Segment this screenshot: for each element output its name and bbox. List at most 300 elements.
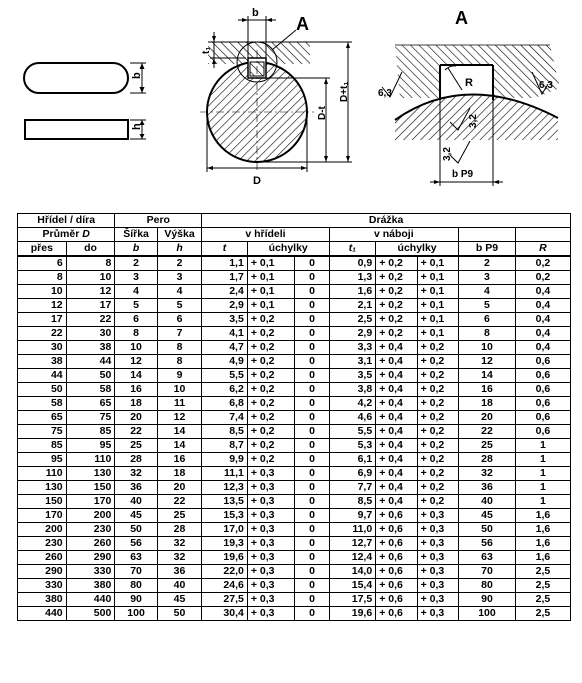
cell-t-zero: 0 — [295, 397, 329, 411]
cell-bp9: 18 — [459, 397, 516, 411]
cell-h: 8 — [157, 341, 202, 355]
cell-r: 0,6 — [515, 355, 570, 369]
table-row — [18, 411, 571, 425]
cell-t: 15,3 — [202, 509, 248, 523]
cell-b: 3 — [115, 271, 157, 285]
cell-h: 32 — [157, 537, 202, 551]
cell-h: 40 — [157, 579, 202, 593]
cell-h: 10 — [157, 383, 202, 397]
cell-t-zero: 0 — [295, 593, 329, 607]
cell-pres: 6 — [18, 256, 67, 271]
cell-t: 2,4 — [202, 285, 248, 299]
cell-h: 5 — [157, 299, 202, 313]
cell-t: 4,7 — [202, 341, 248, 355]
cell-b: 90 — [115, 593, 157, 607]
cell-t1-tol-lower: + 0,2 — [417, 383, 458, 397]
cell-t: 8,7 — [202, 439, 248, 453]
cell-t1-tol-upper: + 0,4 — [376, 425, 417, 439]
detail-a-view — [378, 8, 560, 186]
cell-t1-tol-upper: + 0,4 — [376, 341, 417, 355]
cell-pres: 440 — [18, 607, 67, 621]
table-row — [18, 439, 571, 453]
section-d-plus-t1-label: D+t₁ — [339, 81, 350, 102]
cell-t1-tol-upper: + 0,4 — [376, 467, 417, 481]
cell-t: 13,5 — [202, 495, 248, 509]
cell-pres: 200 — [18, 523, 67, 537]
cell-t1-tol-lower: + 0,2 — [417, 425, 458, 439]
cell-t: 12,3 — [202, 481, 248, 495]
detail-rough-side-b: 3,2 — [442, 147, 453, 161]
cell-t-tol: + 0,1 — [247, 271, 295, 285]
cell-t1: 6,1 — [329, 453, 376, 467]
cell-t-zero: 0 — [295, 537, 329, 551]
table-row — [18, 467, 571, 481]
cell-t1-tol-lower: + 0,3 — [417, 593, 458, 607]
header-v-hrideli: v hřídeli — [202, 228, 329, 242]
cell-t1-tol-upper: + 0,6 — [376, 551, 417, 565]
cell-do: 10 — [66, 271, 115, 285]
cell-pres: 330 — [18, 579, 67, 593]
cell-r: 1 — [515, 453, 570, 467]
cell-b: 14 — [115, 369, 157, 383]
cell-t-tol: + 0,2 — [247, 327, 295, 341]
cell-h: 7 — [157, 327, 202, 341]
cell-t1-tol-lower: + 0,2 — [417, 453, 458, 467]
cell-t1-tol-lower: + 0,2 — [417, 467, 458, 481]
cell-t-zero: 0 — [295, 579, 329, 593]
cell-h: 8 — [157, 355, 202, 369]
cell-b: 70 — [115, 565, 157, 579]
cell-b: 32 — [115, 467, 157, 481]
cell-t-tol: + 0,3 — [247, 607, 295, 621]
cell-t1-tol-lower: + 0,3 — [417, 523, 458, 537]
header-uchylky-naboj: úchylky — [376, 242, 459, 257]
cell-t: 2,9 — [202, 299, 248, 313]
header-b: b — [115, 242, 157, 257]
key-top-view — [24, 63, 146, 93]
cell-t-tol: + 0,3 — [247, 579, 295, 593]
cell-b: 5 — [115, 299, 157, 313]
cell-b: 10 — [115, 341, 157, 355]
cell-t1-tol-upper: + 0,4 — [376, 369, 417, 383]
cell-bp9: 5 — [459, 299, 516, 313]
cell-do: 170 — [66, 495, 115, 509]
cell-bp9: 10 — [459, 341, 516, 355]
cell-t: 3,5 — [202, 313, 248, 327]
cell-t-zero: 0 — [295, 256, 329, 271]
cell-b: 80 — [115, 579, 157, 593]
table-row — [18, 285, 571, 299]
cell-t: 19,3 — [202, 537, 248, 551]
cell-t-tol: + 0,3 — [247, 481, 295, 495]
cell-b: 8 — [115, 327, 157, 341]
cell-t-tol: + 0,3 — [247, 537, 295, 551]
cell-t: 24,6 — [202, 579, 248, 593]
cell-h: 25 — [157, 509, 202, 523]
cell-pres: 44 — [18, 369, 67, 383]
cell-r: 2,5 — [515, 565, 570, 579]
cell-t1-tol-upper: + 0,4 — [376, 481, 417, 495]
header-row-1 — [18, 214, 571, 228]
header-sirka: Šířka — [115, 228, 157, 242]
cell-t-tol: + 0,2 — [247, 355, 295, 369]
cell-t1-tol-upper: + 0,6 — [376, 565, 417, 579]
cell-pres: 12 — [18, 299, 67, 313]
cell-b: 63 — [115, 551, 157, 565]
cell-do: 50 — [66, 369, 115, 383]
detail-rough-right: 6,3 — [539, 80, 553, 91]
cell-t1-tol-upper: + 0,4 — [376, 355, 417, 369]
cell-h: 45 — [157, 593, 202, 607]
cell-bp9: 22 — [459, 425, 516, 439]
cell-h: 6 — [157, 313, 202, 327]
cell-r: 0,4 — [515, 299, 570, 313]
cell-r: 1 — [515, 481, 570, 495]
cell-t: 4,1 — [202, 327, 248, 341]
cell-t1-tol-upper: + 0,6 — [376, 607, 417, 621]
cell-r: 0,4 — [515, 341, 570, 355]
cell-h: 18 — [157, 467, 202, 481]
table-row — [18, 523, 571, 537]
cell-b: 25 — [115, 439, 157, 453]
cell-t1: 11,0 — [329, 523, 376, 537]
cell-t-zero: 0 — [295, 411, 329, 425]
detail-a-title: A — [455, 8, 468, 28]
table-row — [18, 341, 571, 355]
cell-do: 30 — [66, 327, 115, 341]
cell-t-tol: + 0,2 — [247, 453, 295, 467]
cell-pres: 58 — [18, 397, 67, 411]
key-side-view — [25, 120, 146, 139]
cell-pres: 65 — [18, 411, 67, 425]
cell-t1-tol-lower: + 0,2 — [417, 397, 458, 411]
cell-t: 6,2 — [202, 383, 248, 397]
cell-t1: 15,4 — [329, 579, 376, 593]
header-row-2 — [18, 228, 571, 242]
cell-bp9: 25 — [459, 439, 516, 453]
key-top-b-label: b — [131, 72, 143, 79]
section-d-minus-t-label: D-t — [317, 106, 328, 120]
cell-r: 0,6 — [515, 369, 570, 383]
header-vyska: Výška — [157, 228, 202, 242]
cell-t1-tol-lower: + 0,1 — [417, 313, 458, 327]
header-h: h — [157, 242, 202, 257]
table-row — [18, 425, 571, 439]
cell-t-tol: + 0,2 — [247, 425, 295, 439]
cell-t: 1,7 — [202, 271, 248, 285]
cell-do: 58 — [66, 383, 115, 397]
cell-t1-tol-lower: + 0,2 — [417, 411, 458, 425]
cell-t-tol: + 0,3 — [247, 593, 295, 607]
cell-pres: 17 — [18, 313, 67, 327]
detail-bp9-label: b P9 — [452, 169, 474, 180]
cell-do: 85 — [66, 425, 115, 439]
cell-do: 330 — [66, 565, 115, 579]
cell-bp9: 3 — [459, 271, 516, 285]
header-pero: Pero — [115, 214, 202, 228]
cell-t1: 14,0 — [329, 565, 376, 579]
header-prumer — [18, 228, 115, 242]
cell-t-zero: 0 — [295, 551, 329, 565]
table-body — [18, 256, 571, 621]
cell-r: 1,6 — [515, 537, 570, 551]
cell-t-zero: 0 — [295, 355, 329, 369]
cell-t-tol: + 0,2 — [247, 383, 295, 397]
cell-do: 200 — [66, 509, 115, 523]
cell-h: 9 — [157, 369, 202, 383]
cell-r: 2,5 — [515, 579, 570, 593]
cell-t: 22,0 — [202, 565, 248, 579]
cell-h: 14 — [157, 425, 202, 439]
cell-t1-tol-lower: + 0,3 — [417, 509, 458, 523]
cell-h: 3 — [157, 271, 202, 285]
cell-t1-tol-upper: + 0,4 — [376, 495, 417, 509]
cell-r: 1,6 — [515, 509, 570, 523]
cell-r: 0,6 — [515, 397, 570, 411]
cell-bp9: 32 — [459, 467, 516, 481]
cell-t-tol: + 0,2 — [247, 341, 295, 355]
cell-do: 440 — [66, 593, 115, 607]
cell-t: 5,5 — [202, 369, 248, 383]
cell-t1: 2,5 — [329, 313, 376, 327]
cell-t1: 2,9 — [329, 327, 376, 341]
cell-t1: 4,2 — [329, 397, 376, 411]
cell-bp9: 90 — [459, 593, 516, 607]
header-prumer-var: D — [82, 228, 90, 240]
cell-r: 1,6 — [515, 551, 570, 565]
cell-t-zero: 0 — [295, 481, 329, 495]
cell-pres: 30 — [18, 341, 67, 355]
cell-do: 150 — [66, 481, 115, 495]
cell-pres: 230 — [18, 537, 67, 551]
cell-t1-tol-upper: + 0,4 — [376, 397, 417, 411]
cell-t-tol: + 0,3 — [247, 509, 295, 523]
cell-t-tol: + 0,3 — [247, 495, 295, 509]
cell-t1-tol-lower: + 0,1 — [417, 327, 458, 341]
table-row — [18, 271, 571, 285]
table-row — [18, 369, 571, 383]
cell-t1: 3,8 — [329, 383, 376, 397]
cell-r: 0,6 — [515, 411, 570, 425]
cell-t-tol: + 0,1 — [247, 299, 295, 313]
cell-t1-tol-lower: + 0,1 — [417, 299, 458, 313]
cell-do: 500 — [66, 607, 115, 621]
cell-do: 130 — [66, 467, 115, 481]
cell-t: 7,4 — [202, 411, 248, 425]
cell-r: 1 — [515, 439, 570, 453]
cell-t1: 9,7 — [329, 509, 376, 523]
cell-pres: 260 — [18, 551, 67, 565]
cell-h: 36 — [157, 565, 202, 579]
cell-t-zero: 0 — [295, 453, 329, 467]
cell-t1-tol-upper: + 0,2 — [376, 299, 417, 313]
cell-t-tol: + 0,2 — [247, 313, 295, 327]
cell-h: 14 — [157, 439, 202, 453]
cell-t-zero: 0 — [295, 439, 329, 453]
cell-b: 28 — [115, 453, 157, 467]
cell-pres: 150 — [18, 495, 67, 509]
cell-t: 6,8 — [202, 397, 248, 411]
cell-r: 1,6 — [515, 523, 570, 537]
cell-t-zero: 0 — [295, 607, 329, 621]
cell-t: 17,0 — [202, 523, 248, 537]
header-v-naboji: v náboji — [329, 228, 458, 242]
section-b-label: b — [252, 7, 259, 19]
detail-rough-side-a: 3,2 — [468, 114, 479, 128]
cell-do: 12 — [66, 285, 115, 299]
header-t: t — [202, 242, 248, 257]
cell-bp9: 70 — [459, 565, 516, 579]
cell-t-tol: + 0,2 — [247, 369, 295, 383]
cell-bp9: 40 — [459, 495, 516, 509]
cell-h: 11 — [157, 397, 202, 411]
cell-t1-tol-upper: + 0,4 — [376, 439, 417, 453]
table-row — [18, 299, 571, 313]
cell-r: 2,5 — [515, 607, 570, 621]
cell-t1-tol-upper: + 0,2 — [376, 271, 417, 285]
cell-h: 20 — [157, 481, 202, 495]
cell-b: 18 — [115, 397, 157, 411]
cell-t-zero: 0 — [295, 369, 329, 383]
cell-t1-tol-upper: + 0,2 — [376, 285, 417, 299]
header-hridel-dira: Hřídel / díra — [18, 214, 115, 228]
cell-pres: 110 — [18, 467, 67, 481]
cell-t-tol: + 0,2 — [247, 397, 295, 411]
header-do: do — [66, 242, 115, 257]
cell-t1: 5,5 — [329, 425, 376, 439]
cell-t1: 0,9 — [329, 256, 376, 271]
cell-b: 22 — [115, 425, 157, 439]
cell-pres: 75 — [18, 425, 67, 439]
table-row — [18, 551, 571, 565]
header-empty-2 — [515, 228, 570, 242]
cell-bp9: 14 — [459, 369, 516, 383]
cell-t-tol: + 0,2 — [247, 439, 295, 453]
cell-pres: 130 — [18, 481, 67, 495]
cell-t1: 19,6 — [329, 607, 376, 621]
table-row — [18, 593, 571, 607]
cell-t-zero: 0 — [295, 299, 329, 313]
cell-t-tol: + 0,3 — [247, 551, 295, 565]
cell-do: 22 — [66, 313, 115, 327]
section-d-label: D — [253, 175, 261, 187]
cell-h: 4 — [157, 285, 202, 299]
cell-r: 0,2 — [515, 256, 570, 271]
cell-t-zero: 0 — [295, 565, 329, 579]
cell-pres: 95 — [18, 453, 67, 467]
cell-do: 75 — [66, 411, 115, 425]
cell-h: 50 — [157, 607, 202, 621]
cell-r: 0,6 — [515, 425, 570, 439]
cell-r: 2,5 — [515, 593, 570, 607]
cell-t-zero: 0 — [295, 509, 329, 523]
cell-b: 100 — [115, 607, 157, 621]
cell-t1: 8,5 — [329, 495, 376, 509]
cell-b: 12 — [115, 355, 157, 369]
cell-t1-tol-lower: + 0,2 — [417, 495, 458, 509]
cell-t1-tol-upper: + 0,4 — [376, 383, 417, 397]
cell-t-tol: + 0,3 — [247, 467, 295, 481]
cell-t1-tol-upper: + 0,4 — [376, 411, 417, 425]
cell-t-zero: 0 — [295, 341, 329, 355]
cell-do: 230 — [66, 523, 115, 537]
cell-bp9: 12 — [459, 355, 516, 369]
cell-t1: 6,9 — [329, 467, 376, 481]
cell-t: 1,1 — [202, 256, 248, 271]
table-row — [18, 383, 571, 397]
technical-drawings — [0, 0, 582, 205]
cell-t1: 4,6 — [329, 411, 376, 425]
section-detail-marker: A — [296, 14, 309, 34]
cell-t1-tol-lower: + 0,2 — [417, 369, 458, 383]
cell-bp9: 36 — [459, 481, 516, 495]
cell-t-tol: + 0,2 — [247, 411, 295, 425]
cell-do: 38 — [66, 341, 115, 355]
cell-bp9: 45 — [459, 509, 516, 523]
cell-bp9: 16 — [459, 383, 516, 397]
cell-t1-tol-lower: + 0,1 — [417, 285, 458, 299]
cell-h: 32 — [157, 551, 202, 565]
cell-t1: 3,3 — [329, 341, 376, 355]
cell-r: 0,4 — [515, 313, 570, 327]
cell-t1: 1,3 — [329, 271, 376, 285]
cell-b: 56 — [115, 537, 157, 551]
cell-pres: 290 — [18, 565, 67, 579]
cell-pres: 8 — [18, 271, 67, 285]
cell-t1-tol-upper: + 0,6 — [376, 509, 417, 523]
cell-t1-tol-lower: + 0,2 — [417, 355, 458, 369]
cell-b: 6 — [115, 313, 157, 327]
cell-t1-tol-lower: + 0,3 — [417, 537, 458, 551]
cell-t-zero: 0 — [295, 495, 329, 509]
cell-t1-tol-upper: + 0,2 — [376, 256, 417, 271]
header-empty-1 — [459, 228, 516, 242]
cell-pres: 22 — [18, 327, 67, 341]
header-bp9: b P9 — [459, 242, 516, 257]
cell-t-zero: 0 — [295, 285, 329, 299]
cell-b: 36 — [115, 481, 157, 495]
cell-t1: 17,5 — [329, 593, 376, 607]
header-drazka: Drážka — [202, 214, 571, 228]
header-t1: t₁ — [329, 242, 376, 257]
cell-b: 45 — [115, 509, 157, 523]
cell-b: 20 — [115, 411, 157, 425]
cell-t-zero: 0 — [295, 313, 329, 327]
cell-t: 4,9 — [202, 355, 248, 369]
cell-t-tol: + 0,3 — [247, 523, 295, 537]
cell-t1-tol-upper: + 0,6 — [376, 537, 417, 551]
cell-t1-tol-lower: + 0,1 — [417, 256, 458, 271]
section-t1-label: t₁ — [201, 46, 212, 54]
cell-pres: 50 — [18, 383, 67, 397]
cell-r: 0,4 — [515, 327, 570, 341]
cell-t-tol: + 0,1 — [247, 285, 295, 299]
cell-t1-tol-lower: + 0,3 — [417, 565, 458, 579]
cell-do: 290 — [66, 551, 115, 565]
cell-bp9: 8 — [459, 327, 516, 341]
cell-bp9: 100 — [459, 607, 516, 621]
table-row — [18, 607, 571, 621]
cell-bp9: 50 — [459, 523, 516, 537]
cell-r: 0,6 — [515, 383, 570, 397]
cell-do: 95 — [66, 439, 115, 453]
cell-do: 380 — [66, 579, 115, 593]
cell-do: 65 — [66, 397, 115, 411]
cell-t1-tol-upper: + 0,2 — [376, 327, 417, 341]
table-row — [18, 481, 571, 495]
cell-r: 1 — [515, 495, 570, 509]
cell-bp9: 56 — [459, 537, 516, 551]
